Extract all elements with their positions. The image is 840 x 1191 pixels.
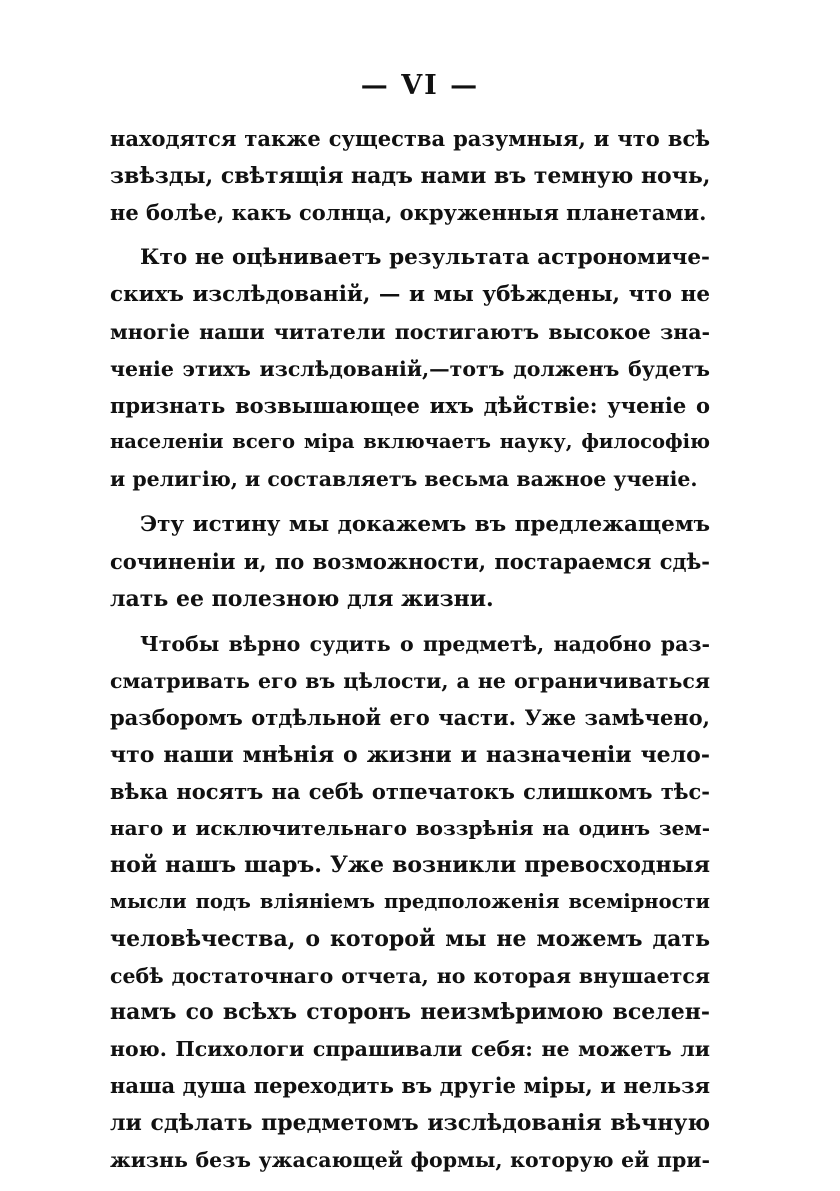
text-line: наша душа переходить въ другіе міры, и нельзя — [110, 1072, 710, 1098]
text-line: лать ее полезною для жизни. — [110, 585, 494, 612]
text-line: многіе наши читатели постигаютъ высокое зна- — [110, 319, 710, 344]
text-line: ною. Психологи спрашивали себя: не можетъ ли — [110, 1037, 710, 1062]
text-line: Эту истину мы докажемъ въ предлежащемъ — [140, 511, 710, 537]
text-line: жизнь безъ ужасающей формы, которую ей при- — [110, 1147, 710, 1172]
paragraph — [110, 240, 710, 498]
text-line: себѣ достаточнаго отчета, но которая внушается — [110, 963, 710, 988]
text-line: ной нашъ шаръ. Уже возникли превосходныя — [110, 852, 710, 879]
text-line: скихъ изслѣдованій, — и мы убѣждены, что не — [110, 282, 710, 308]
paragraph — [110, 626, 710, 1178]
text-line: вѣка носятъ на себѣ отпечатокъ слишкомъ тѣс- — [110, 778, 710, 804]
text-line: признать возвышающее ихъ дѣйствіе: ученіе о — [110, 392, 710, 418]
text-line: что наши мнѣнія о жизни и назначеніи чело- — [110, 741, 710, 768]
text-line: Чтобы вѣрно судить о предметѣ, надобно раз- — [140, 632, 710, 657]
text-line: ли сдѣлать предметомъ изслѣдованія вѣчную — [110, 1109, 710, 1136]
text-line: сочиненіи и, по возможности, постараемся сдѣ- — [110, 548, 710, 574]
text-line: населеніи всего міра включаетъ науку, философію — [110, 430, 710, 454]
text-line: сматривать его въ цѣлости, а не ограничиваться — [110, 669, 710, 694]
body-text — [110, 121, 710, 1178]
text-line: намъ со всѣхъ сторонъ неизмѣримою вселен- — [110, 999, 710, 1026]
text-line: разборомъ отдѣльной его части. Уже замѣчено, — [110, 704, 710, 730]
page-number: — VI — — [360, 70, 480, 101]
text-line: звѣзды, свѣтящія надъ нами въ темную ночь, — [110, 162, 710, 189]
text-line: находятся также существа разумныя, и что всѣ — [110, 126, 710, 151]
text-line: и религію, и составляетъ весьма важное ученіе. — [110, 467, 698, 492]
paragraph — [110, 121, 710, 231]
text-line: Кто не оцѣниваетъ результата астрономиче- — [140, 245, 710, 271]
text-line: наго и исключительнаго воззрѣнія на одинъ зем- — [110, 816, 710, 841]
paragraph — [110, 507, 710, 617]
text-line: ченіе этихъ изслѣдованій,—тотъ долженъ будетъ — [110, 356, 710, 381]
text-line: человѣчества, о которой мы не можемъ дать — [110, 925, 710, 952]
text-line: мысли подъ вліяніемъ предположенія всеміpности — [110, 889, 710, 913]
text-line: не болѣе, какъ солнца, окруженныя планетами. — [110, 199, 707, 225]
